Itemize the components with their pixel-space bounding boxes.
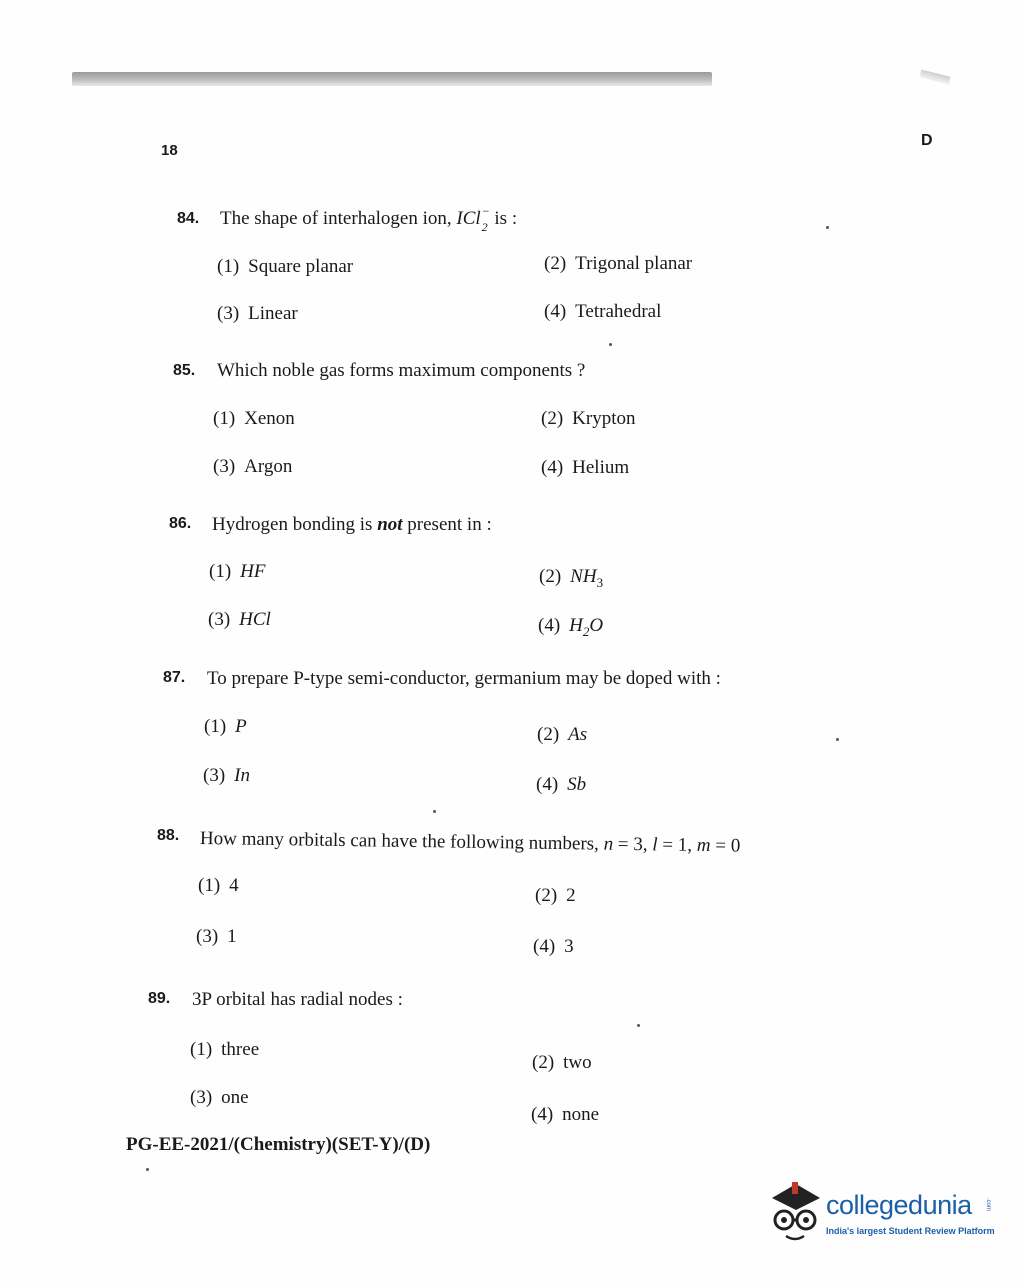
option-1: (1) 4	[198, 875, 239, 896]
option-2: (2) As	[537, 724, 588, 745]
paper-code: PG-EE-2021/(Chemistry)(SET-Y)/(D)	[126, 1134, 431, 1155]
option-3: (3) Argon	[213, 456, 293, 477]
question-number: 85.	[173, 362, 196, 379]
option-3: (3) In	[203, 765, 250, 786]
scan-speck	[637, 1024, 640, 1027]
option-4: (4) $H_2O$	[538, 615, 604, 639]
option-2: (2) Trigonal planar	[544, 253, 693, 274]
option-1: (1) Square planar	[217, 256, 354, 277]
option-3: (3) Linear	[217, 303, 298, 324]
page-number: 18	[161, 142, 178, 159]
question-text: 3P orbital has radial nodes :	[192, 989, 403, 1010]
scan-speck	[146, 1168, 149, 1171]
option-2: (2) $NH_3$	[539, 566, 604, 590]
question-text: To prepare P-type semi-conductor, germanium may be doped with :	[207, 668, 721, 689]
option-2: (2) Krypton	[541, 408, 636, 429]
collegedunia-watermark	[766, 1180, 996, 1250]
brand-suffix: .com	[985, 1198, 991, 1212]
option-1: (1) three	[190, 1039, 260, 1060]
scan-edge-shadow	[72, 72, 712, 86]
option-4: (4) 3	[533, 936, 574, 957]
option-2: (2) 2	[535, 885, 576, 906]
question-text: The shape of interhalogen ion, ICl − 2 is :	[220, 204, 518, 234]
option-3: (3) HCl	[208, 609, 271, 630]
option-3: (3) 1	[196, 926, 237, 947]
option-4: (4) Helium	[541, 457, 630, 478]
question-number: 89.	[148, 990, 171, 1007]
question-number: 87.	[163, 669, 186, 686]
question-number: 86.	[169, 515, 192, 532]
option-1: (1) Xenon	[213, 408, 295, 429]
option-2: (2) two	[532, 1052, 592, 1073]
scan-edge-shadow-right	[919, 69, 950, 84]
scan-speck	[826, 226, 829, 229]
brand-tagline: India's largest Student Review Platform	[826, 1226, 995, 1236]
question-number: 84.	[177, 210, 200, 227]
question-text: Hydrogen bonding is not present in :	[212, 514, 492, 535]
brand-name: collegedunia	[826, 1190, 972, 1220]
scan-speck	[433, 810, 436, 813]
question-text: How many orbitals can have the following numbers, n = 3, l = 1, m = 0	[199, 828, 741, 857]
scan-speck	[609, 343, 612, 346]
question-text: Which noble gas forms maximum components ?	[217, 360, 586, 381]
question-number: 88.	[157, 827, 180, 844]
mascot-icon	[766, 1180, 824, 1246]
option-1: (1) HF	[209, 561, 266, 582]
option-1: (1) P	[204, 716, 247, 737]
option-4: (4) Sb	[536, 774, 587, 795]
option-4: (4) none	[531, 1104, 600, 1125]
scan-speck	[836, 738, 839, 741]
set-letter: D	[921, 132, 933, 149]
option-4: (4) Tetrahedral	[544, 301, 662, 322]
option-3: (3) one	[190, 1087, 249, 1108]
